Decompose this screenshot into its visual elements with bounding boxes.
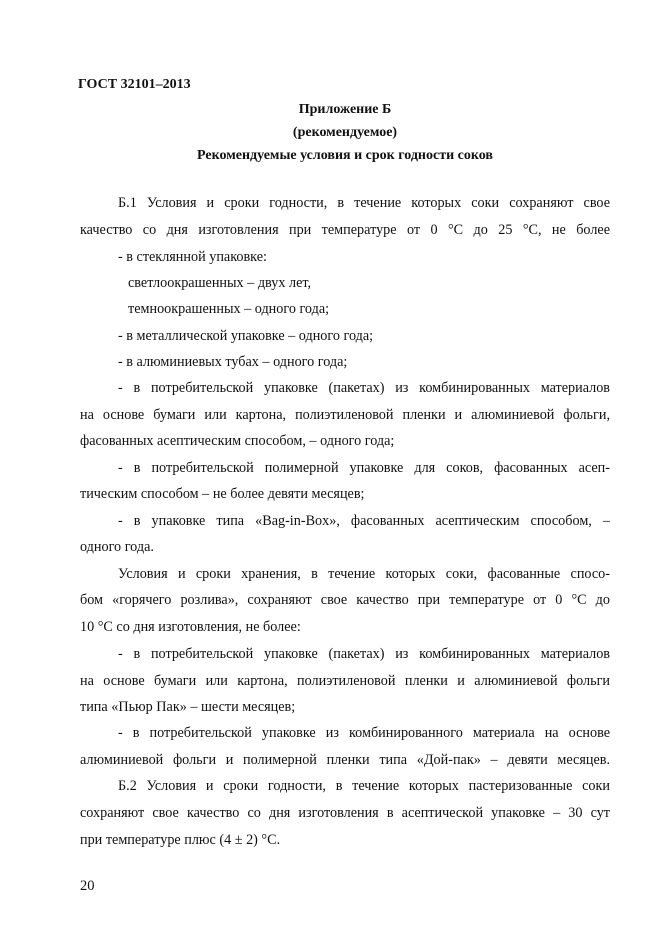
text-line: на основе бумаги или картона, полиэтиленовой пленки и алюминиевой фольги, [80, 407, 610, 423]
text-line: - в стеклянной упаковке: [118, 249, 267, 265]
annex-status: (рекомендуемое) [292, 125, 398, 140]
text-line: - в потребительской упаковке (пакетах) из комбинированных материалов [118, 646, 610, 662]
text-line: Условия и сроки хранения, в течение которых соки, фасованные спосо- [118, 566, 610, 582]
text-line: тическим способом – не более девяти месяцев; [80, 486, 365, 502]
text-line: - в потребительской полимерной упаковке для соков, фасованных асеп- [118, 460, 610, 476]
text-line: алюминиевой фольги и полимерной пленки типа «Дой-пак» – девяти месяцев. [80, 752, 610, 768]
text-line: бом «горячего розлива», сохраняют свое качество при температуре от 0 °С до [80, 592, 610, 608]
text-line: - в потребительской упаковке (пакетах) из комбинированных материалов [118, 380, 610, 396]
text-line: одного года. [80, 539, 154, 555]
text-line: - в потребительской упаковке из комбинированного материала на основе [118, 725, 610, 741]
document-code: ГОСТ 32101–2013 [78, 77, 191, 92]
text-line: - в алюминиевых тубах – одного года; [118, 354, 348, 370]
text-line: 10 °С со дня изготовления, не более: [80, 619, 301, 635]
text-line: Б.1 Условия и сроки годности, в течение которых соки сохраняют свое [118, 195, 610, 211]
text-line: - в упаковке типа «Bag-in-Box», фасованных асептическим способом, – [118, 513, 610, 529]
text-line: качество со дня изготовления при температуре от 0 °С до 25 °С, не более [80, 222, 610, 238]
text-line: - в металлической упаковке – одного года; [118, 328, 374, 344]
text-line: сохраняют свое качество со дня изготовления в асептической упаковке – 30 сут [80, 805, 610, 821]
text-line: типа «Пьюр Пак» – шести месяцев; [80, 699, 296, 715]
text-line: Б.2 Условия и сроки годности, в течение которых пастеризованные соки [118, 778, 610, 794]
text-line: темноокрашенных – одного года; [128, 301, 330, 317]
annex-heading: Рекомендуемые условия и срок годности соков [197, 148, 493, 163]
page-number: 20 [80, 878, 95, 894]
text-line: при температуре плюс (4 ± 2) °С. [80, 832, 281, 848]
text-line: светлоокрашенных – двух лет, [128, 275, 312, 291]
text-line: фасованных асептическим способом, – одного года; [80, 433, 395, 449]
text-line: на основе бумаги или картона, полиэтиленовой пленки и алюминиевой фольги [80, 673, 610, 689]
annex-title: Приложение Б [298, 102, 392, 117]
